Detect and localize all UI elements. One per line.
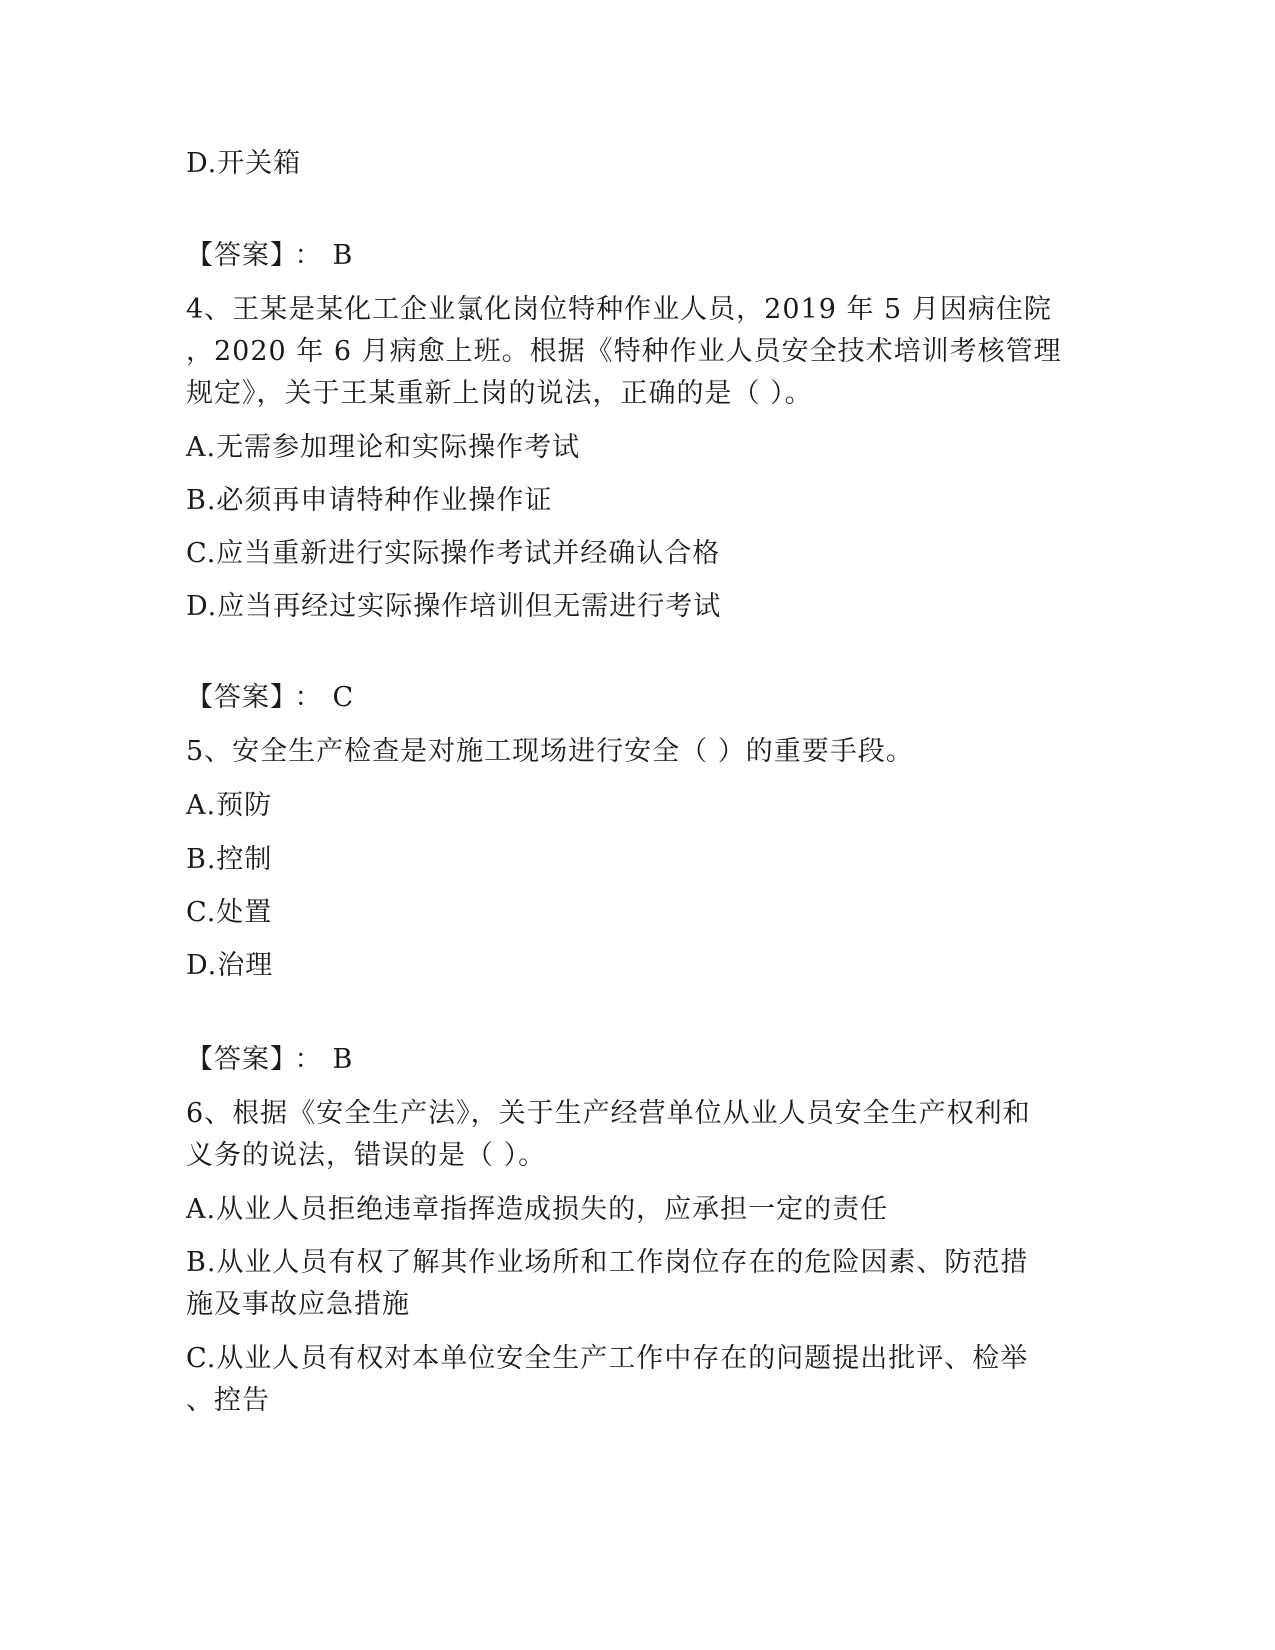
q5-option-d: D.治理 xyxy=(186,950,274,981)
prev-answer xyxy=(186,236,353,276)
q6-option-b-line-1: B.从业人员有权了解其作业场所和工作岗位存在的危险因素、防范措 xyxy=(186,1247,1029,1278)
answer-separator: ： xyxy=(294,682,323,713)
answer-label: 【答案】 xyxy=(186,240,285,271)
q5-option-a: A.预防 xyxy=(186,790,273,821)
answer-value: B xyxy=(332,1044,354,1075)
answer-value: B xyxy=(332,240,354,271)
q5-stem-line-1: 5、安全生产检查是对施工现场进行安全（ ）的重要手段。 xyxy=(186,736,914,767)
q6-option-c-line-1: C.从业人员有权对本单位安全生产工作中存在的问题提出批评、检举 xyxy=(186,1343,1029,1374)
q6-option-b-line-2: 施及事故应急措施 xyxy=(186,1289,410,1320)
q4-stem-line-2: ，2020 年 6 月病愈上班。根据《特种作业人员安全技术培训考核管理 xyxy=(186,336,1062,367)
q5-answer xyxy=(186,1040,353,1080)
q4-stem-line-1: 4、王某是某化工企业氯化岗位特种作业人员，2019 年 5 月因病住院 xyxy=(186,294,1052,325)
q4-stem-line-3: 规定》，关于王某重新上岗的说法，正确的是（ ）。 xyxy=(186,378,813,409)
answer-label: 【答案】 xyxy=(186,682,285,713)
answer-label: 【答案】 xyxy=(186,1044,285,1075)
q6-stem-line-2: 义务的说法，错误的是（ ）。 xyxy=(186,1140,547,1171)
q4-option-d: D.应当再经过实际操作培训但无需进行考试 xyxy=(186,591,722,622)
q4-option-b: B.必须再申请特种作业操作证 xyxy=(186,485,553,516)
q6-option-a: A.从业人员拒绝违章指挥造成损失的，应承担一定的责任 xyxy=(186,1194,889,1225)
q5-option-c: C.处置 xyxy=(186,897,273,928)
answer-separator: ： xyxy=(294,1044,323,1075)
q4-option-c: C.应当重新进行实际操作考试并经确认合格 xyxy=(186,538,721,569)
q4-answer xyxy=(186,678,354,718)
answer-value: C xyxy=(332,682,355,713)
q4-option-a: A.无需参加理论和实际操作考试 xyxy=(186,432,581,463)
q5-option-b: B.控制 xyxy=(186,844,273,875)
q6-option-c-line-2: 、控告 xyxy=(186,1385,270,1416)
answer-separator: ： xyxy=(294,240,323,271)
q6-stem-line-1: 6、根据《安全生产法》，关于生产经营单位从业人员安全生产权利和 xyxy=(186,1098,1031,1129)
prev-option-d: D.开关箱 xyxy=(186,148,302,179)
